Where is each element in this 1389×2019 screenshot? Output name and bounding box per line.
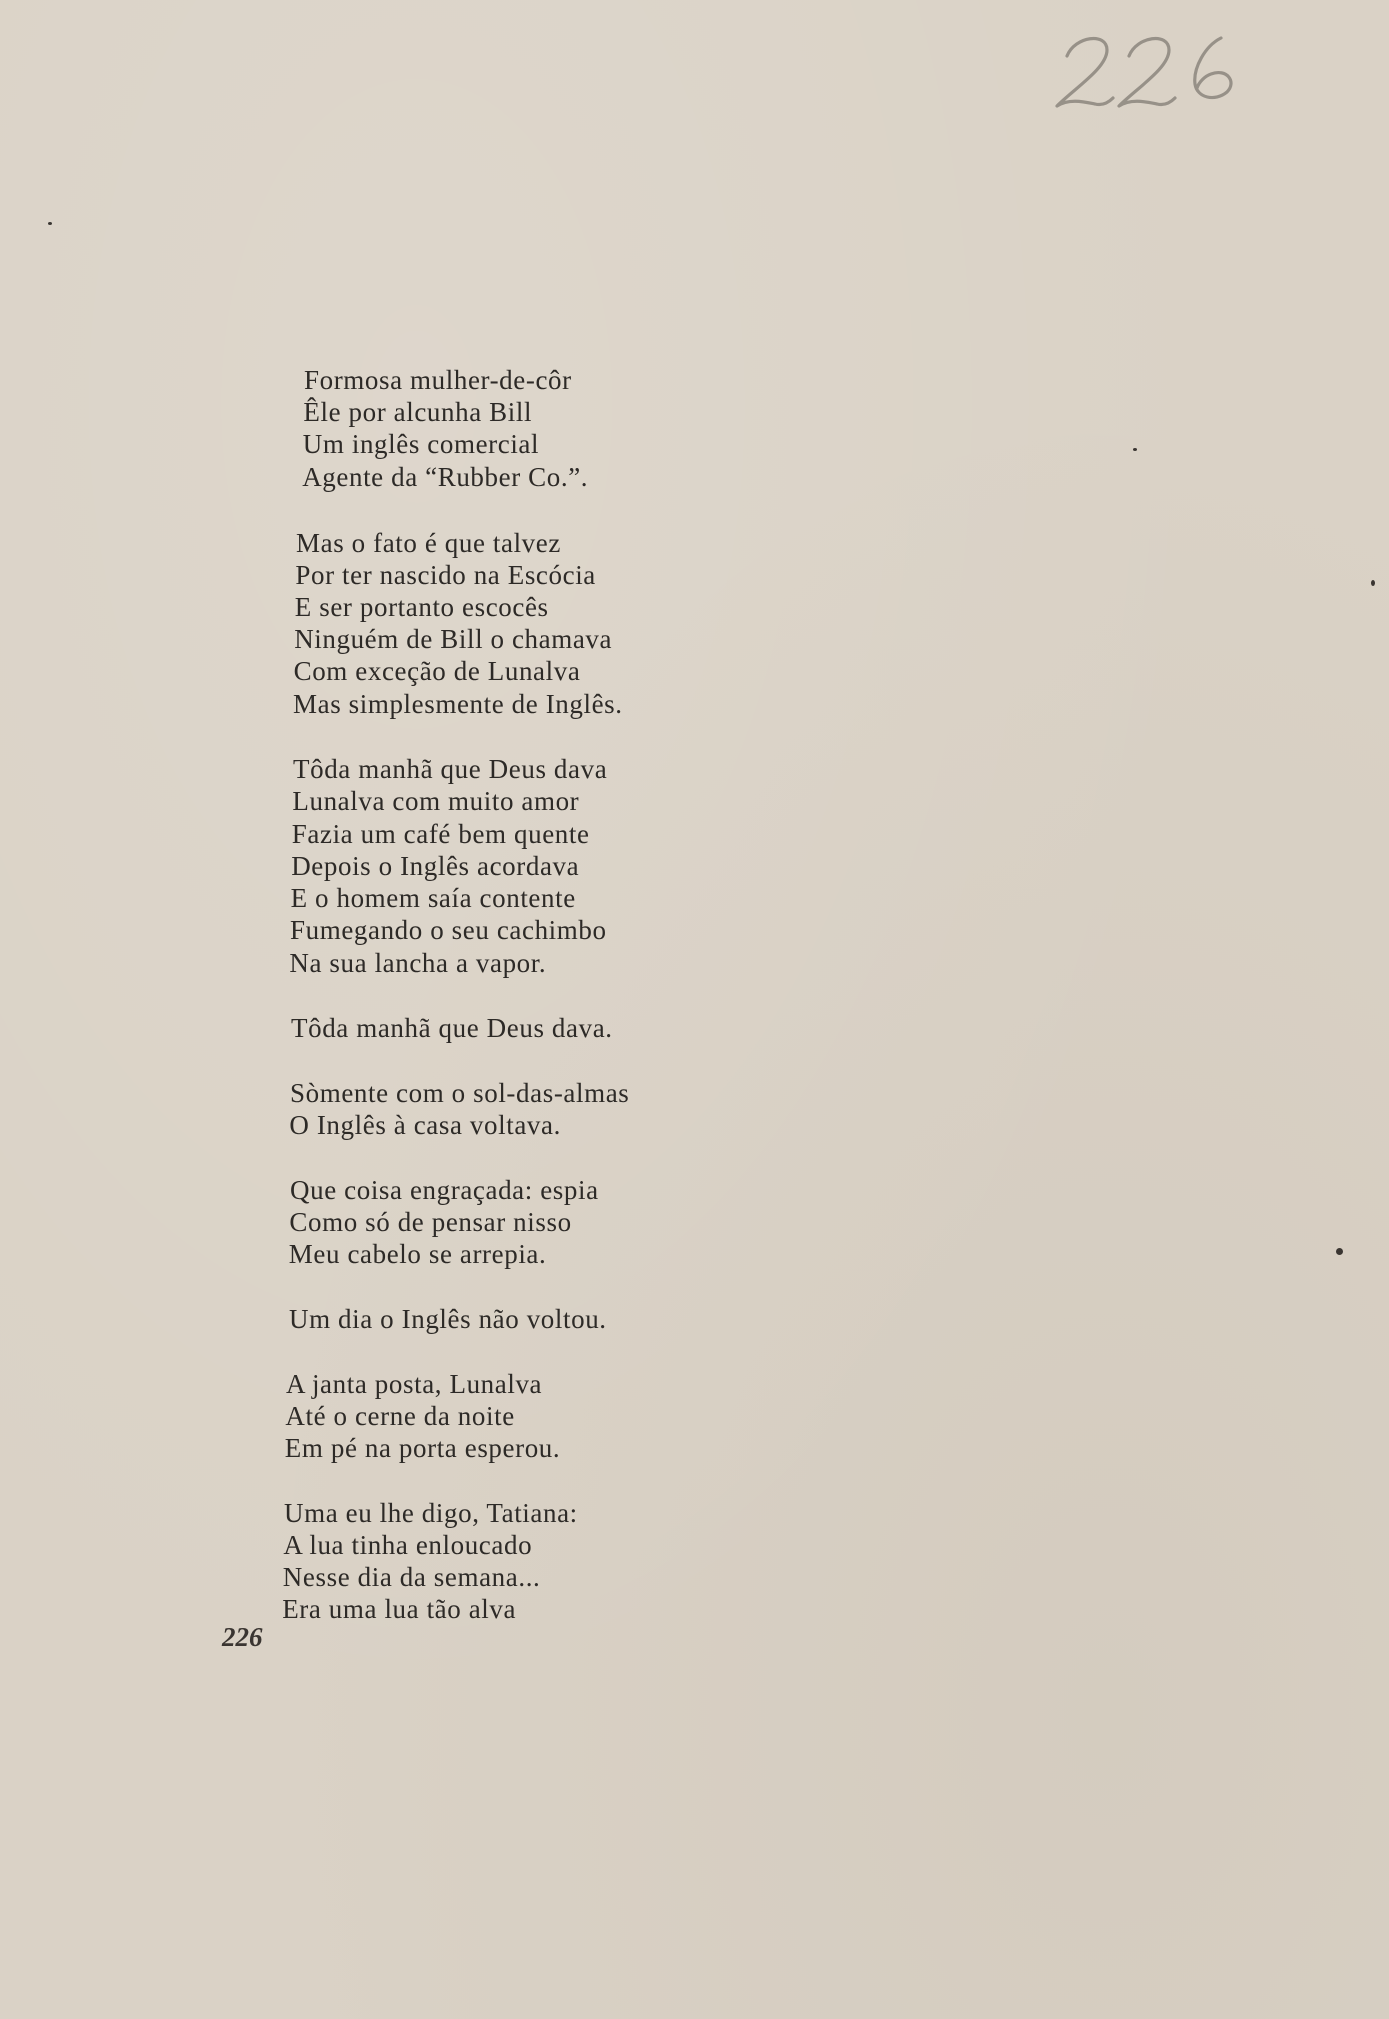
poem-line: Com exceção de Lunalva [293,656,581,686]
poem-line: Sòmente com o sol-das-almas [290,1078,630,1108]
dust-speck [1336,1248,1343,1255]
poem-line: Nesse dia da semana... [282,1562,541,1592]
poem-line: Tôda manhã que Deus dava. [291,1013,613,1043]
poem-line: Fumegando o seu cachimbo [290,915,607,945]
poem-line: Lunalva com muito amor [292,786,580,816]
poem-line: E o homem saía contente [290,883,576,913]
poem-line: A janta posta, Lunalva [286,1369,543,1399]
poem-line: Depois o Inglês acordava [291,851,580,881]
poem-line: Ninguém de Bill o chamava [294,624,613,654]
poem-line: Formosa mulher-de-côr [304,365,572,395]
poem-line: Uma eu lhe digo, Tatiana: [284,1498,578,1528]
dust-speck [1371,580,1375,586]
poem-line: Mas o fato é que talvez [296,528,561,558]
poem-line: Um dia o Inglês não voltou. [289,1304,607,1334]
poem-line: A lua tinha enloucado [283,1530,533,1560]
poem-line: Era uma lua tão alva [282,1594,517,1624]
poem-line: Êle por alcunha Bill [303,397,533,427]
poem-line: Tôda manhã que Deus dava [293,754,608,784]
poem-line: Agente da “Rubber Co.”. [302,462,589,492]
poem-line: O Inglês à casa voltava. [289,1110,561,1140]
poem-line: Fazia um café bem quente [291,819,590,849]
poem-line: E ser portanto escocês [294,592,549,622]
poem-line: Meu cabelo se arrepia. [288,1239,547,1269]
dust-speck [48,222,52,225]
poem-line: Na sua lancha a vapor. [289,948,547,978]
poem-line: Em pé na porta esperou. [284,1433,561,1463]
dust-speck [1133,448,1137,451]
poem-line: Um inglês comercial [302,429,540,459]
poem-line: Como só de pensar nisso [289,1207,572,1237]
poem-line: Por ter nascido na Escócia [295,560,596,590]
poem-line: Mas simplesmente de Inglês. [293,689,623,719]
printed-page-number: 226 [222,1622,263,1652]
poem-line: Até o cerne da noite [285,1401,515,1431]
poem-line: Que coisa engraçada: espia [290,1175,599,1205]
